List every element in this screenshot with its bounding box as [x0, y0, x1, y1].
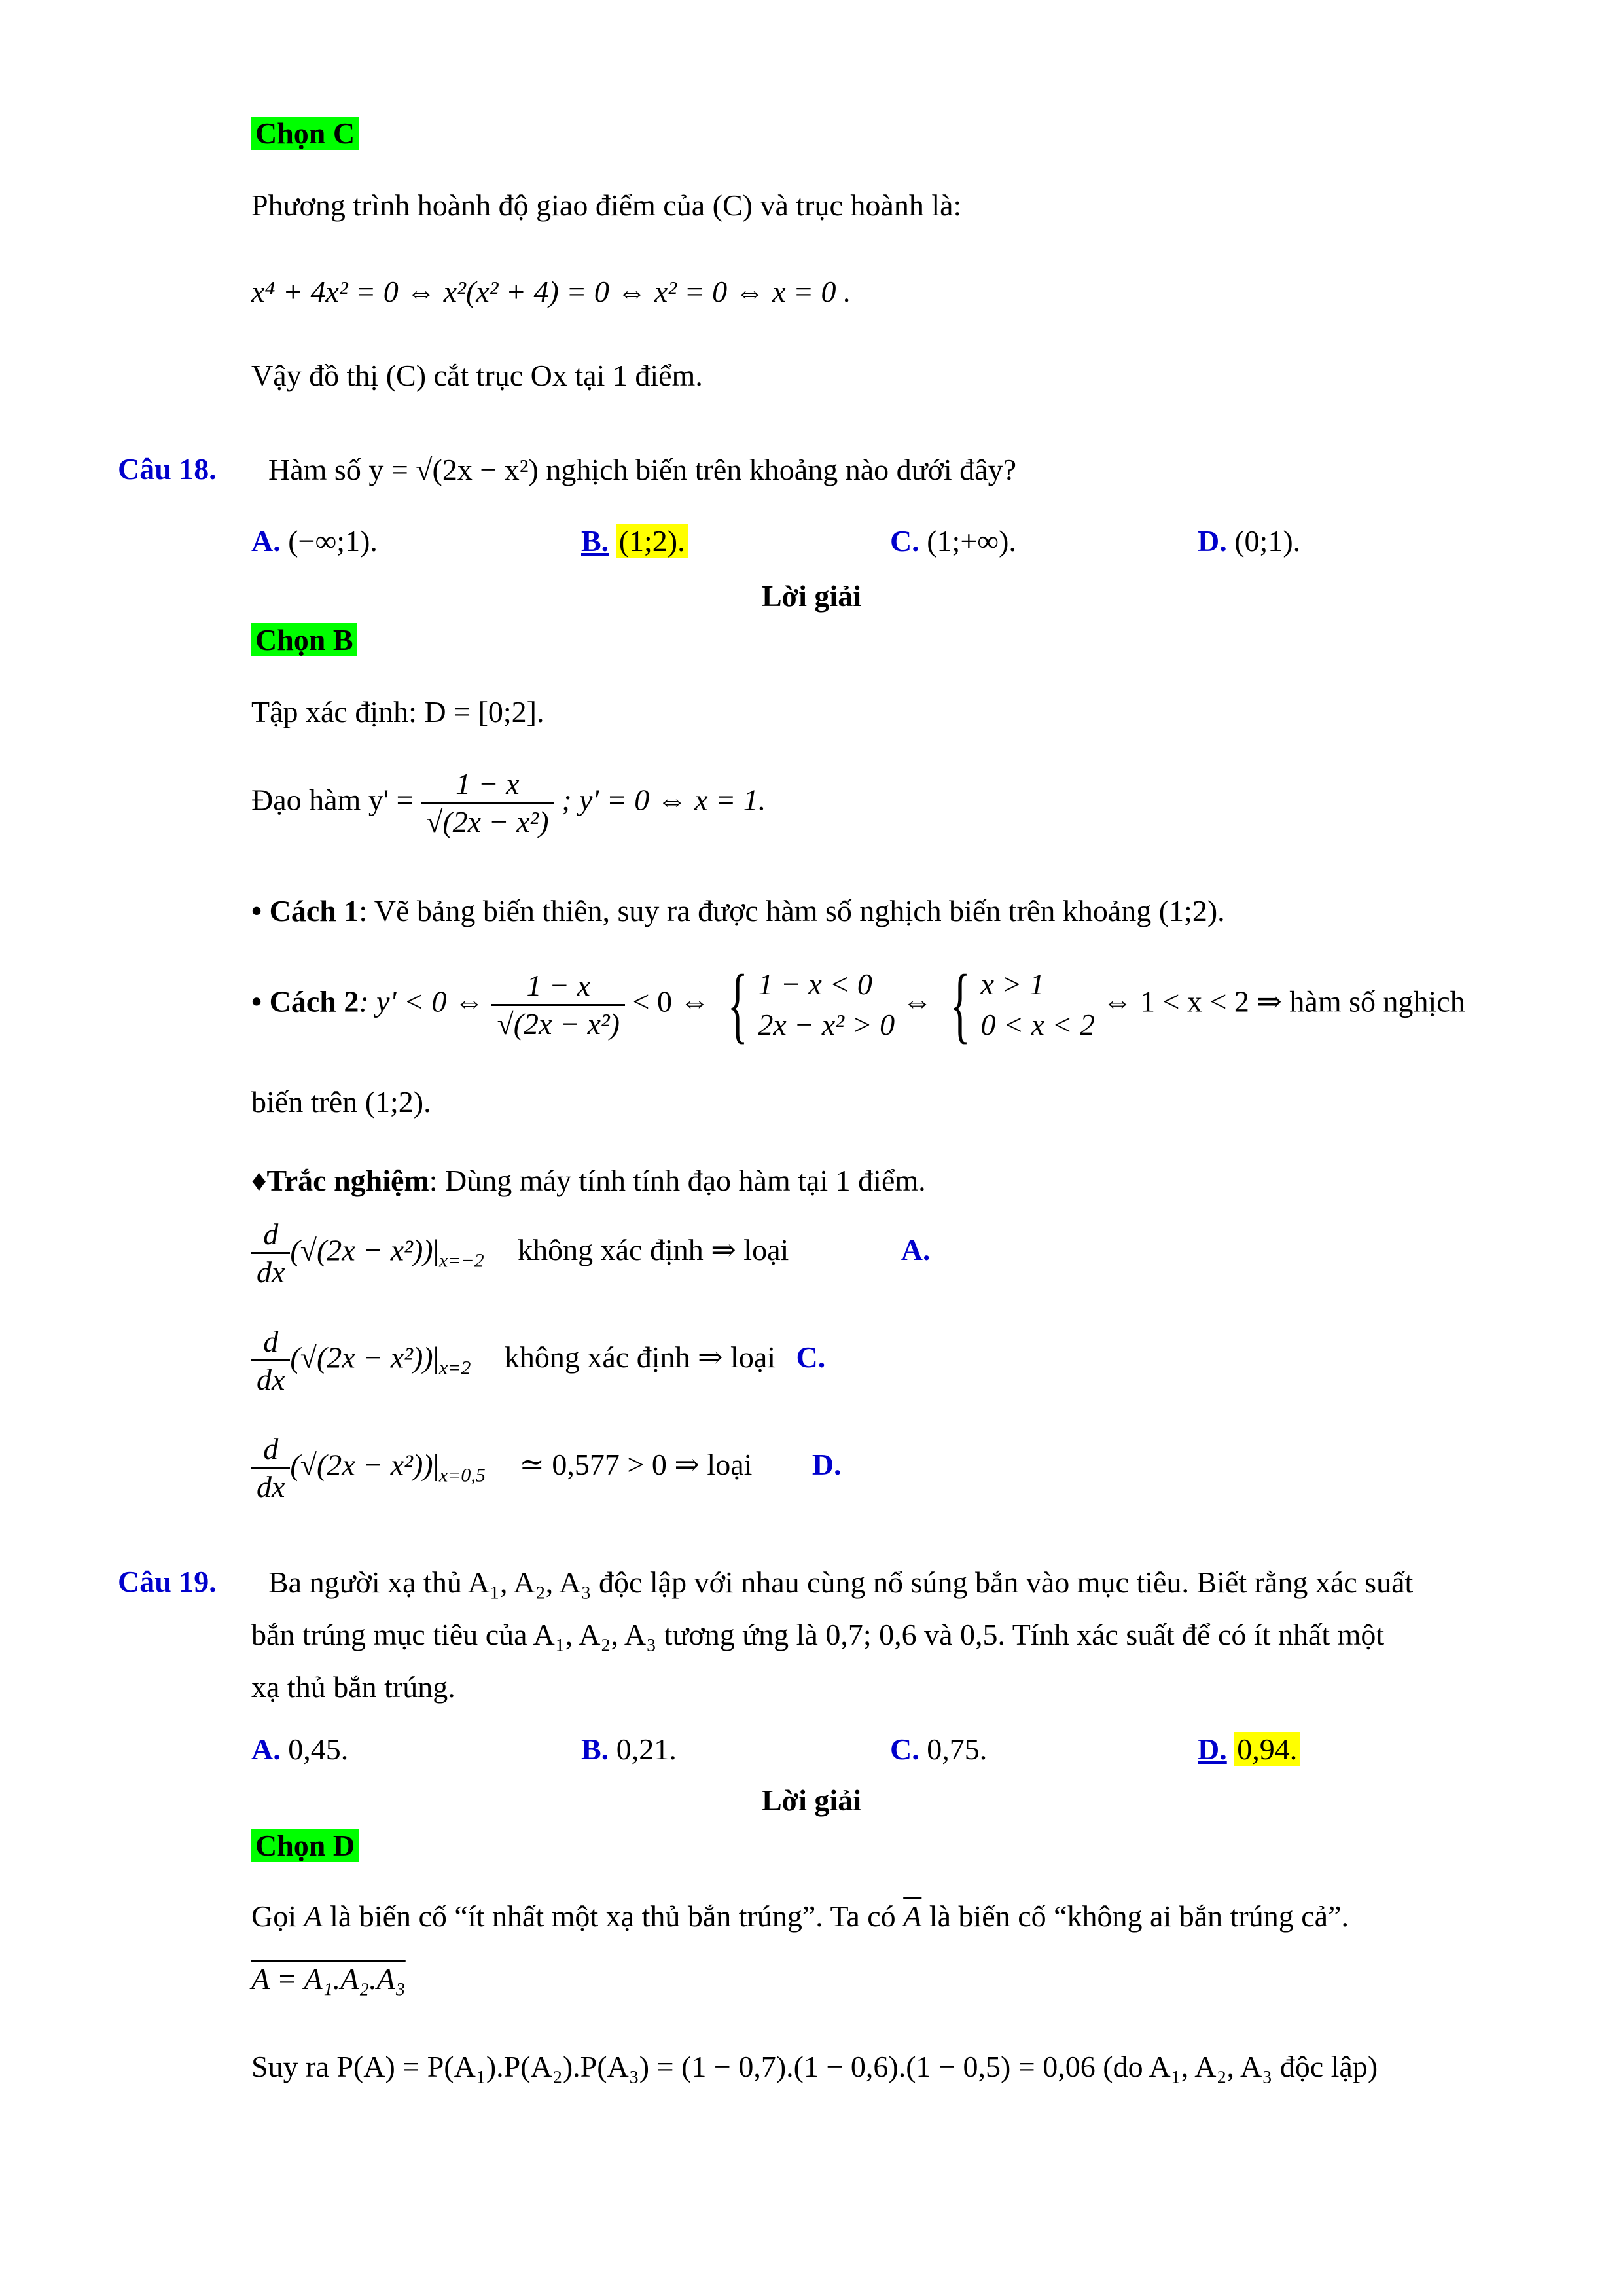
s17-equation: x⁴ + 4x² = 0 ⇔ x²(x² + 4) = 0 ⇔ x² = 0 ⇔ x = 0 .	[251, 275, 851, 308]
q19-event-definition: Gọi A là biến cố “ít nhất một xạ thủ bắn trúng”. Ta có $\overline{A}$ là biến cố “không ai bắn trúng cả”.	[251, 1899, 1349, 1933]
question-19-label: Câu 19.	[118, 1565, 217, 1598]
q18-method-2: • Cách 2: y' < 0 ⇔ $\frac{1 - x}{\text{√(2x − x²)}}$ < 0 ⇔ { 1 − x < 0 2x − x² > 0 ⇔ { x > 1 0 < x < 2 ⇔ 1 < x < 2 ⇒ hàm số nghịch	[251, 958, 1465, 1052]
question-18-label: Câu 18.	[118, 452, 217, 486]
q19-option-d: D. 0,94.	[1198, 1732, 1300, 1767]
left-brace: {	[950, 958, 971, 1052]
q18-test-row-3: $\frac{d}{dx}$ $(√(2x - x^2))|_{x=0,5}$ ≃ 0,577 > 0 ⇒ loại D.	[251, 1431, 842, 1505]
q19-option-b: B. 0,21.	[581, 1732, 677, 1766]
derivative-fraction: $\frac{1 - x}{\text{√(2x − x²)}}$	[421, 766, 554, 840]
q18-derivative: Đạo hàm y' = $\frac{1 - x}{\text{√(2x − x²)}}$ ; y' = 0 ⇔ x = 1.	[251, 766, 766, 840]
answer-choice-19: Chọn D	[251, 1827, 359, 1863]
q18-quick-test: ♦Trắc nghiệm: Dùng máy tính tính đạo hàm tại 1 điểm.	[251, 1164, 926, 1197]
question-19-stem-1: Ba người xạ thủ A₁, A₂, A₃ độc lập với nhau cùng nổ súng bắn vào mục tiêu. Biết rằng xác suất	[268, 1566, 1414, 1599]
q18-test-row-2: $\frac{d}{dx}$ $(√(2x - x^2))|_{x=2}$ không xác định ⇒ loại C.	[251, 1323, 825, 1397]
answer-choice-17: Chọn C	[251, 115, 359, 151]
s17-line1: Phương trình hoành độ giao điểm của (C) và trục hoành là:	[251, 188, 962, 222]
q18-method-1: • Cách 1: Vẽ bảng biến thiên, suy ra được hàm số nghịch biến trên khoảng (1;2).	[251, 894, 1225, 927]
q18-method-2-cont: biến trên (1;2).	[251, 1085, 431, 1119]
s17-conclusion: Vậy đồ thị (C) cắt trục Ox tại 1 điểm.	[251, 359, 703, 392]
q18-option-a: A. (−∞;1).	[251, 524, 378, 558]
q18-option-d: D. (0;1).	[1198, 524, 1301, 558]
left-brace: {	[727, 958, 748, 1052]
method-2-fraction: $\frac{1 - x}{\text{√(2x − x²)}}$	[491, 967, 625, 1041]
question-19-stem-2: bắn trúng mục tiêu của A₁, A₂, A₃ tương ứng là 0,7; 0,6 và 0,5. Tính xác suất để có ít nhất một	[251, 1618, 1385, 1651]
q18-option-b: B. (1;2).	[581, 524, 688, 558]
question-18-stem: Hàm số y = √(2x − x²) nghịch biến trên khoảng nào dưới đây?	[268, 453, 1016, 486]
q19-option-a: A. 0,45.	[251, 1732, 349, 1766]
system-2: x > 1 0 < x < 2	[980, 967, 1095, 1041]
answer-choice-18: Chọn B	[251, 622, 357, 658]
question-19-stem-3: xạ thủ bắn trúng.	[251, 1670, 455, 1704]
q18-test-row-1: $\frac{d}{dx}$ $(√(2x - x^2))|_{x=-2}$ không xác định ⇒ loại A.	[251, 1216, 931, 1290]
q19-probability-calc: Suy ra P(A) = P(A₁).P(A₂).P(A₃) = (1 − 0,7).(1 − 0,6).(1 − 0,5) = 0,06 (do A₁, A₂, A₃ độc lập)	[251, 2050, 1378, 2083]
q18-domain: Tập xác định: D = [0;2].	[251, 695, 544, 728]
q18-solution-heading: Lời giải	[762, 579, 861, 613]
q19-solution-heading: Lời giải	[762, 1784, 861, 1817]
q19-complement-product: A = A₁.A₂.A₃	[251, 1962, 406, 1996]
system-1: 1 − x < 0 2x − x² > 0	[758, 967, 895, 1041]
q19-option-c: C. 0,75.	[890, 1732, 988, 1766]
q18-option-c: C. (1;+∞).	[890, 524, 1016, 558]
